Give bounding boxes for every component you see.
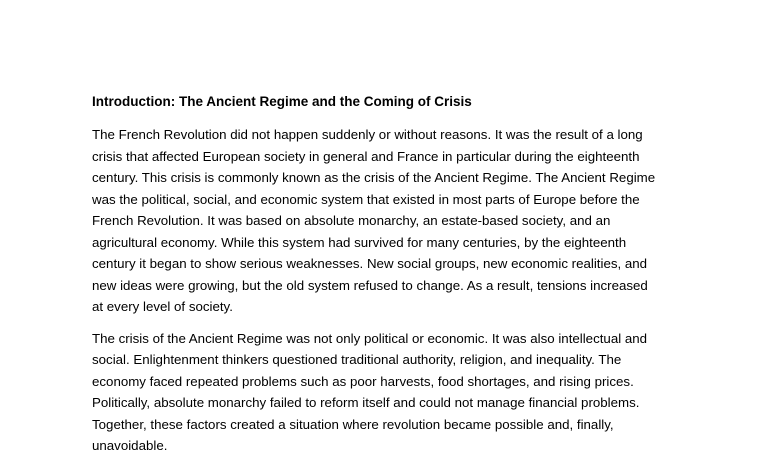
paragraph-line: economy faced repeated problems such as poor harvests, food shortages, and rising prices. xyxy=(92,373,634,389)
paragraph-line: Politically, absolute monarchy failed to reform itself and could not manage financial problems. xyxy=(92,395,640,410)
paragraph-line: agricultural economy. While this system had survived for many centuries, by the eighteenth xyxy=(92,234,627,250)
paragraph-2 xyxy=(92,328,692,457)
paragraph-line: was the political, social, and economic system that existed in most parts of Europe before the xyxy=(92,191,640,207)
paragraph-line: crisis that affected European society in general and France in particular during the eighteenth xyxy=(92,148,640,164)
paragraph-line: Together, these factors created a situation where revolution became possible and, finally, xyxy=(92,416,614,432)
paragraph-line: social. Enlightenment thinkers questioned traditional authority, religion, and inequality. The xyxy=(92,352,622,367)
paragraph-line: century. This crisis is commonly known as the crisis of the Ancient Regime. The Ancient Regime xyxy=(92,170,656,185)
paragraph-1 xyxy=(92,124,692,318)
paragraph-line: new ideas were growing, but the old system refused to change. As a result, tensions increased xyxy=(92,277,648,293)
paragraph-line: century it began to show serious weaknesses. New social groups, new economic realities, and xyxy=(92,256,648,271)
paragraph-line: French Revolution. It was based on absolute monarchy, an estate-based society, and an xyxy=(92,213,611,228)
paragraph-line: at every level of society. xyxy=(92,299,233,314)
document-body xyxy=(92,92,692,467)
paragraph-line: The crisis of the Ancient Regime was not only political or economic. It was also intellectual and xyxy=(92,330,648,346)
section-heading: Introduction: The Ancient Regime and the Coming of Crisis xyxy=(92,94,472,109)
paragraph-line: The French Revolution did not happen suddenly or without reasons. It was the result of a long xyxy=(92,127,643,142)
paragraph-line: unavoidable. xyxy=(92,438,168,453)
